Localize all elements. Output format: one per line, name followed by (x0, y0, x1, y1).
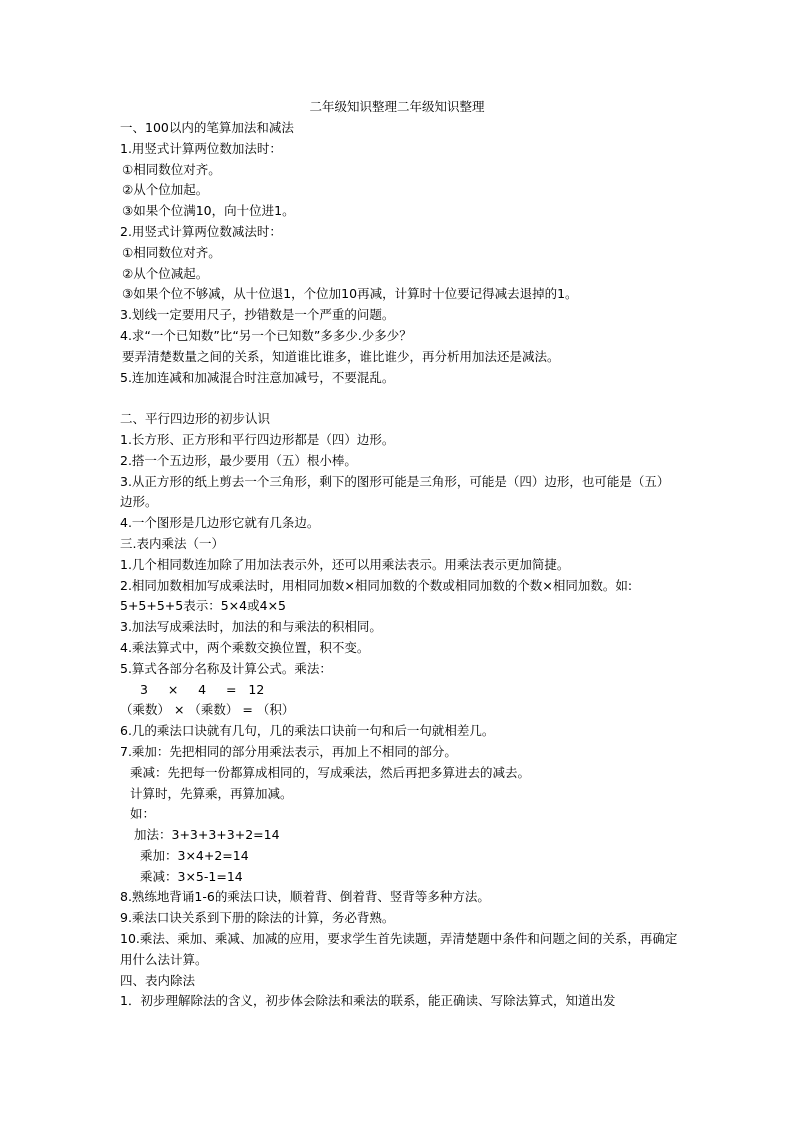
text-line: 4.一个图形是几边形它就有几条边。 (120, 515, 320, 531)
text-line: 1．初步理解除法的含义，初步体会除法和乘法的联系，能正确读、写除法算式，知道出发 (120, 993, 616, 1009)
text-line: 8.熟练地背诵1-6的乘法口诀，顺着背、倒着背、竖背等多种方法。 (120, 889, 490, 905)
text-line: 3.加法写成乘法时，加法的和与乘法的积相同。 (120, 619, 382, 635)
text-line: 如： (130, 806, 156, 822)
text-line: （乘数） × （乘数） = （积） (120, 702, 295, 718)
text-line: 2.相同加数相加写成乘法时，用相同加数×相同加数的个数或相同加数的个数×相同加数。如: (120, 577, 633, 593)
text-line: 2.搭一个五边形，最少要用（五）根小棒。 (120, 452, 357, 468)
document-body (120, 118, 680, 1012)
text-line: ③如果个位不够减，从十位退1，个位加10再减，计算时十位要记得减去退掉的1。 (122, 286, 578, 302)
text-line: 9.乘法口诀关系到下册的除法的计算，务必背熟。 (120, 910, 395, 926)
text-line: 3.划线一定要用尺子，抄错数是一个严重的问题。 (120, 307, 395, 323)
text-line: 三.表内乘法（一） (120, 535, 224, 551)
text-line: 二、平行四边形的初步认识 (120, 411, 271, 427)
text-line: 4.乘法算式中，两个乘数交换位置，积不变。 (120, 639, 370, 655)
text-line: 7.乘加：先把相同的部分用乘法表示，再加上不相同的部分。 (120, 743, 457, 759)
text-line: 5.连加连减和加减混合时注意加减号，不要混乱。 (120, 369, 395, 385)
text-line: 6.几的乘法口诀就有几句，几的乘法口诀前一句和后一句就相差几。 (120, 723, 495, 739)
text-line: 10.乘法、乘加、乘减、加减的应用，要求学生首先读题，弄清楚题中条件和问题之间的关系，再确定用什么法计算。 (120, 931, 678, 967)
text-line: ②从个位减起。 (122, 265, 209, 281)
text-line: 乘减：先把每一份都算成相同的，写成乘法，然后再把多算进去的减去。 (130, 764, 531, 780)
text-line: 4.求“一个已知数”比“另一个已知数”多多少.少多少？ (120, 327, 412, 343)
text-line: 2.用竖式计算两位数减法时： (120, 223, 282, 239)
document-title: 二年级知识整理二年级知识整理 (309, 99, 485, 114)
text-line: 5.算式各部分名称及计算公式。乘法： (120, 660, 332, 676)
text-line: ①相同数位对齐。 (122, 161, 221, 177)
text-line: 3 × 4 = 12 (140, 681, 265, 697)
blank-line (120, 388, 680, 409)
text-line: 1.长方形、正方形和平行四边形都是（四）边形。 (120, 431, 395, 447)
text-line: 乘减：3×5-1=14 (140, 868, 243, 884)
text-line: 加法：3+3+3+3+2=14 (134, 827, 280, 843)
text-line: 计算时，先算乘，再算加减。 (130, 785, 293, 801)
text-line: 乘加：3×4+2=14 (140, 847, 249, 863)
text-line: ③如果个位满10，向十位进1。 (122, 203, 295, 219)
text-line: 1.几个相同数连加除了用加法表示外，还可以用乘法表示。用乘法表示更加简捷。 (120, 556, 570, 572)
text-line: ①相同数位对齐。 (122, 244, 221, 260)
text-line: 1.用竖式计算两位数加法时： (120, 140, 282, 156)
text-line: 一、100以内的笔算加法和减法 (120, 120, 294, 135)
text-line: 要弄清楚数量之间的关系，知道谁比谁多，谁比谁少，再分析用加法还是减法。 (122, 348, 560, 364)
text-line: 四、表内除法 (120, 972, 196, 988)
text-line: 3.从正方形的纸上剪去一个三角形，剩下的图形可能是三角形，可能是（四）边形，也可能是（五）边形。 (120, 473, 670, 510)
text-line: 5+5+5+5表示：5×4或4×5 (120, 598, 286, 614)
text-line: ②从个位加起。 (122, 182, 209, 198)
